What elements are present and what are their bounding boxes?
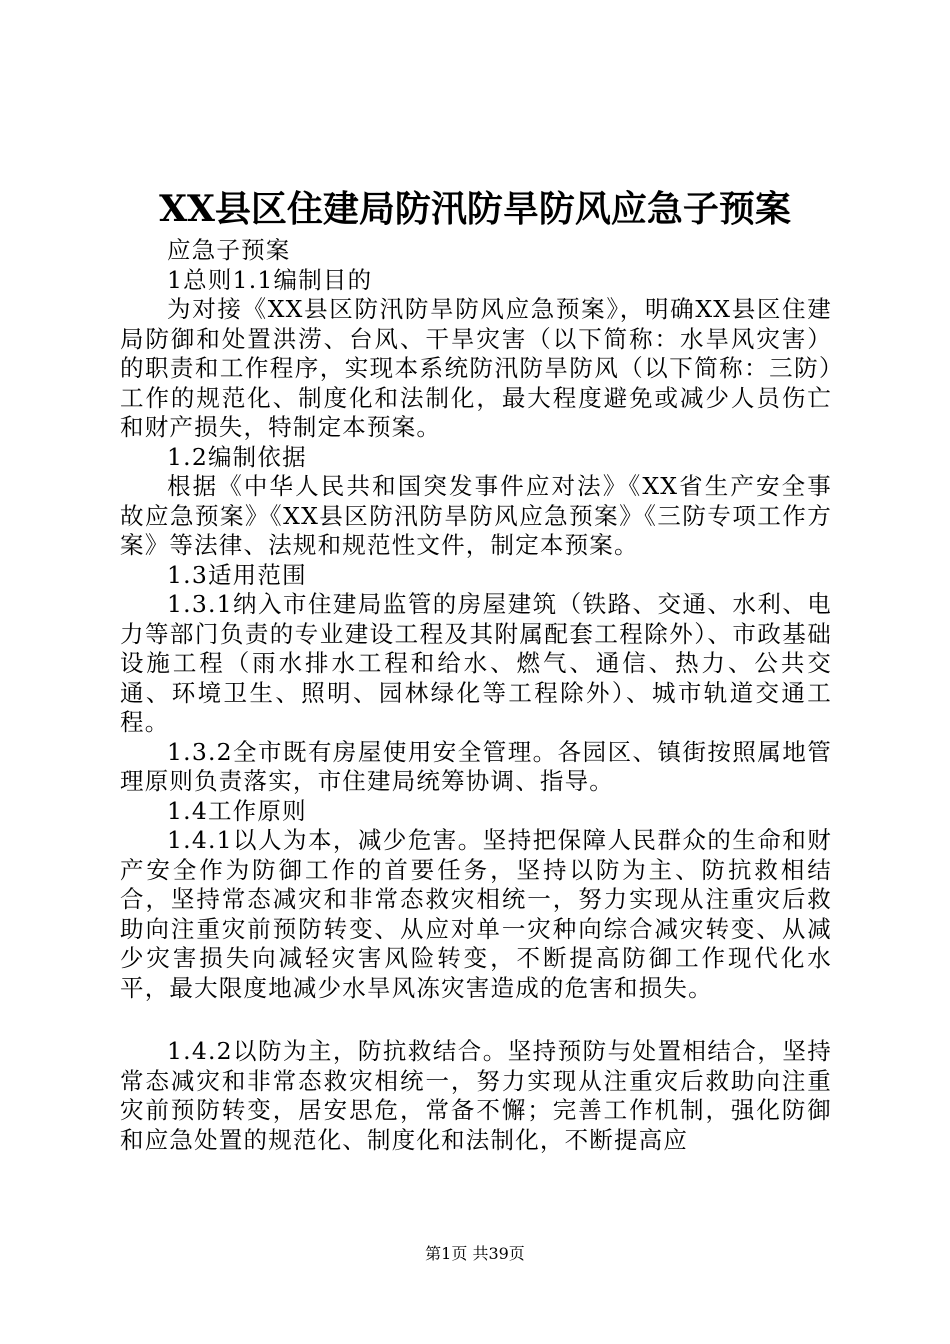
- section-heading: 1.3适用范围: [167, 560, 307, 589]
- section-heading: 1.2编制依据: [167, 442, 307, 471]
- paragraph: 根据《中华人民共和国突发事件应对法》《XX省生产安全事故应急预案》《XX县区防汛防旱防风应急预案》《三防专项工作方案》等法律、法规和规范性文件，制定本预案。: [120, 472, 832, 559]
- paragraph: 1.4.2以防为主，防抗救结合。坚持预防与处置相结合，坚持常态减灾和非常态救灾相统一，努力实现从注重灾后救助向注重灾前预防转变，居安思危，常备不懈；完善工作机制，强化防御和应急处置的规范化、制度化和法制化，不断提高应: [120, 1037, 832, 1154]
- document-body: [120, 236, 832, 1155]
- paragraph: 1.4.1以人为本，减少危害。坚持把保障人民群众的生命和财产安全作为防御工作的首要任务，坚持以防为主、防抗救相结合，坚持常态减灾和非常态救灾相统一，努力实现从注重灾后救助向注重灾前预防转变、从应对单一灾种向综合减灾转变、从减少灾害损失向减轻灾害风险转变，不断提高防御工作现代化水平，最大限度地减少水旱风冻灾害造成的危害和损失。: [120, 826, 832, 1002]
- paragraph: 1.3.2全市既有房屋使用安全管理。各园区、镇街按照属地管理原则负责落实，市住建局统筹协调、指导。: [120, 737, 832, 795]
- section-heading: 1.4工作原则: [167, 796, 307, 825]
- paragraph-spacer: [120, 1003, 832, 1037]
- section-heading: 1总则1.1编制目的: [167, 265, 373, 294]
- paragraph: 应急子预案: [167, 236, 291, 264]
- paragraph: 1.3.1纳入市住建局监管的房屋建筑（铁路、交通、水利、电力等部门负责的专业建设工程及其附属配套工程除外）、市政基础设施工程（雨水排水工程和给水、燃气、通信、热力、公共交通、环境卫生、照明、园林绿化等工程除外）、城市轨道交通工程。: [120, 590, 832, 736]
- document-title: XX县区住建局防汛防旱防风应急子预案: [159, 188, 791, 230]
- page-number: 第1页 共39页: [425, 1244, 525, 1263]
- paragraph: 为对接《XX县区防汛防旱防风应急预案》，明确XX县区住建局防御和处置洪涝、台风、干旱灾害（以下简称：水旱风灾害）的职责和工作程序，实现本系统防汛防旱防风（以下简称：三防）工作的规范化、制度化和法制化，最大程度避免或减少人员伤亡和财产损失，特制定本预案。: [120, 295, 832, 441]
